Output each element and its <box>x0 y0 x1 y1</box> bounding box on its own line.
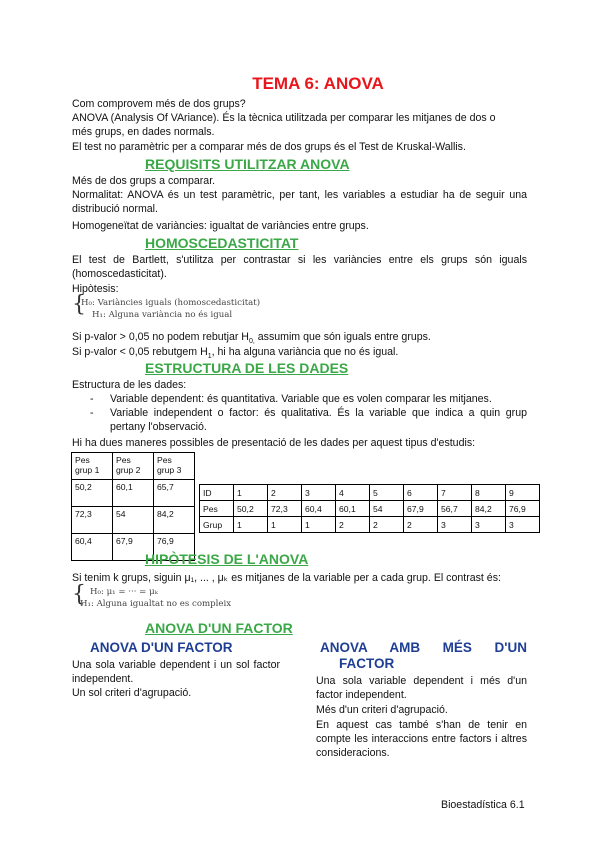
factor-heading: ANOVA D'UN FACTOR <box>145 620 293 636</box>
table-cell: 3 <box>506 517 540 533</box>
table-cell: 54 <box>370 501 404 517</box>
anova-definition-1: ANOVA (Analysis Of VAriance). És la tècnica utilitzada per comparar les mitjanes de dos o <box>72 112 496 124</box>
nonparametric-note: El test no paramètric per a comparar més de dos grups és el Test de Kruskal-Wallis. <box>72 141 466 153</box>
h0-variances: H₀: Variàncies iguals (homoscedasticitat) <box>81 298 261 308</box>
table-cell: 6 <box>404 485 438 501</box>
hipotesi-line: Si tenim k grups, siguin μ₁, ... , μₖ es mitjanes de la variable per a cada grup. El contrast és: <box>72 572 501 584</box>
table-cell: ID <box>200 485 234 501</box>
table-cell: 8 <box>472 485 506 501</box>
table-cell: 1 <box>234 517 268 533</box>
table-cell: 60,1 <box>336 501 370 517</box>
table-row <box>200 501 540 517</box>
table-row <box>72 453 195 480</box>
requisits-heading: REQUISITS UTILITZAR ANOVA <box>145 156 350 172</box>
table-cell: 65,7 <box>154 480 195 507</box>
brace-icon: { <box>72 582 86 607</box>
estructura-heading: ESTRUCTURA DE LES DADES <box>145 360 349 376</box>
table-cell: 76,9 <box>506 501 540 517</box>
table-header: Pes grup 2 <box>113 453 154 480</box>
multi-factor-heading-2: FACTOR <box>339 656 395 671</box>
table-cell: 2 <box>404 517 438 533</box>
table-cell: 3 <box>472 517 506 533</box>
table-cell: 3 <box>438 517 472 533</box>
table-cell: 60,1 <box>113 480 154 507</box>
intro-question: Com comprovem més de dos grups? <box>72 98 246 110</box>
table-cell: 72,3 <box>72 507 113 534</box>
h1-means: H₁: Alguna igualtat no es compleix <box>80 599 232 609</box>
requisit-3: Homogeneïtat de variàncies: igualtat de variàncies entre grups. <box>72 220 369 232</box>
pvalue-rule-2: Si p-valor < 0,05 rebutgem $H_1$, hi ha alguna variància que no és igual. <box>72 346 399 361</box>
table-cell: 54 <box>113 507 154 534</box>
bullet-dependent: - Variable dependent: és quantitativa. Variable que es volen comparar les mitjanes. <box>90 393 492 405</box>
multi-factor-heading-1: ANOVA AMB MÉS D'UN <box>320 640 527 655</box>
hypothesis-label: Hipòtesis: <box>72 283 119 295</box>
table-header: Pes grup 1 <box>72 453 113 480</box>
table-header: Pes grup 3 <box>154 453 195 480</box>
table-cell: 9 <box>506 485 540 501</box>
table-row <box>72 480 195 507</box>
bullet-list <box>90 392 527 434</box>
table-cell: 2 <box>336 517 370 533</box>
requisit-2: Normalitat: ANOVA és un test paramètric, per tant, les variables a estudiar ha de seguir una distribució normal. <box>72 189 527 215</box>
table-cell: 2 <box>370 517 404 533</box>
table-wide-format <box>71 452 195 561</box>
table-cell: 72,3 <box>268 501 302 517</box>
bullet-independent: - Variable independent o factor: és qualitativa. És la variable que indica a quin grup pertany l'observació. <box>90 407 527 433</box>
one-factor-heading: ANOVA D'UN FACTOR <box>90 640 233 655</box>
table-cell: 56,7 <box>438 501 472 517</box>
table-cell: 5 <box>370 485 404 501</box>
table-cell: 60,4 <box>72 534 113 561</box>
hipotesi-heading: HIPÒTESIS DE L'ANOVA <box>145 551 309 567</box>
anova-definition-2: més grups, en dades normals. <box>72 126 215 138</box>
page-title: TEMA 6: ANOVA <box>252 74 384 93</box>
brace-icon: { <box>72 292 86 317</box>
table-cell: Pes <box>200 501 234 517</box>
table-cell: 7 <box>438 485 472 501</box>
multi-factor-line-2: Més d'un criteri d'agrupació. <box>316 704 448 716</box>
estructura-intro: Estructura de les dades: <box>72 379 187 391</box>
presentation-ways: Hi ha dues maneres possibles de presentació de les dades per aquest tipus d'estudis: <box>72 437 476 449</box>
table-cell: 1 <box>302 517 336 533</box>
table-cell: 60,4 <box>302 501 336 517</box>
table-cell: 50,2 <box>234 501 268 517</box>
table-cell: 84,2 <box>472 501 506 517</box>
table-cell: 67,9 <box>113 534 154 561</box>
table-cell: 2 <box>268 485 302 501</box>
bartlett-paragraph: El test de Bartlett, s'utilitza per contrastar si les variàncies entre els grups són iguals (homoscedasticitat). <box>72 254 527 280</box>
table-long-format <box>199 484 540 533</box>
multi-factor-line-1: Una sola variable dependent i més d'un factor independent. <box>316 675 527 701</box>
table-cell: 3 <box>302 485 336 501</box>
table-cell: 84,2 <box>154 507 195 534</box>
table-row <box>72 507 195 534</box>
requisit-1: Més de dos grups a comparar. <box>72 175 216 187</box>
page-footer: Bioestadística 6.1 <box>441 799 525 811</box>
table-cell: 1 <box>268 517 302 533</box>
table-cell: 67,9 <box>404 501 438 517</box>
table-cell: 50,2 <box>72 480 113 507</box>
table-row <box>200 485 540 501</box>
table-row <box>200 517 540 533</box>
table-cell: 76,9 <box>154 534 195 561</box>
table-cell: 4 <box>336 485 370 501</box>
table-cell: 1 <box>234 485 268 501</box>
pvalue-rule-1: Si p-valor > 0,05 no podem rebutjar $H_{0,}$ assumim que són iguals entre grups. <box>72 331 431 346</box>
one-factor-line-1: Una sola variable dependent i un sol factor independent. <box>72 659 280 685</box>
one-factor-line-2: Un sol criteri d'agrupació. <box>72 687 192 699</box>
multi-factor-line-3: En aquest cas també s'han de tenir en compte les interaccions entre factors i altres consideracions. <box>316 719 527 759</box>
h0-means: H₀: μ₁ = ··· = μₖ <box>90 587 158 597</box>
homoscedasticitat-heading: HOMOSCEDASTICITAT <box>145 235 299 251</box>
h1-variances: H₁: Alguna variància no és igual <box>92 310 233 320</box>
table-cell: Grup <box>200 517 234 533</box>
